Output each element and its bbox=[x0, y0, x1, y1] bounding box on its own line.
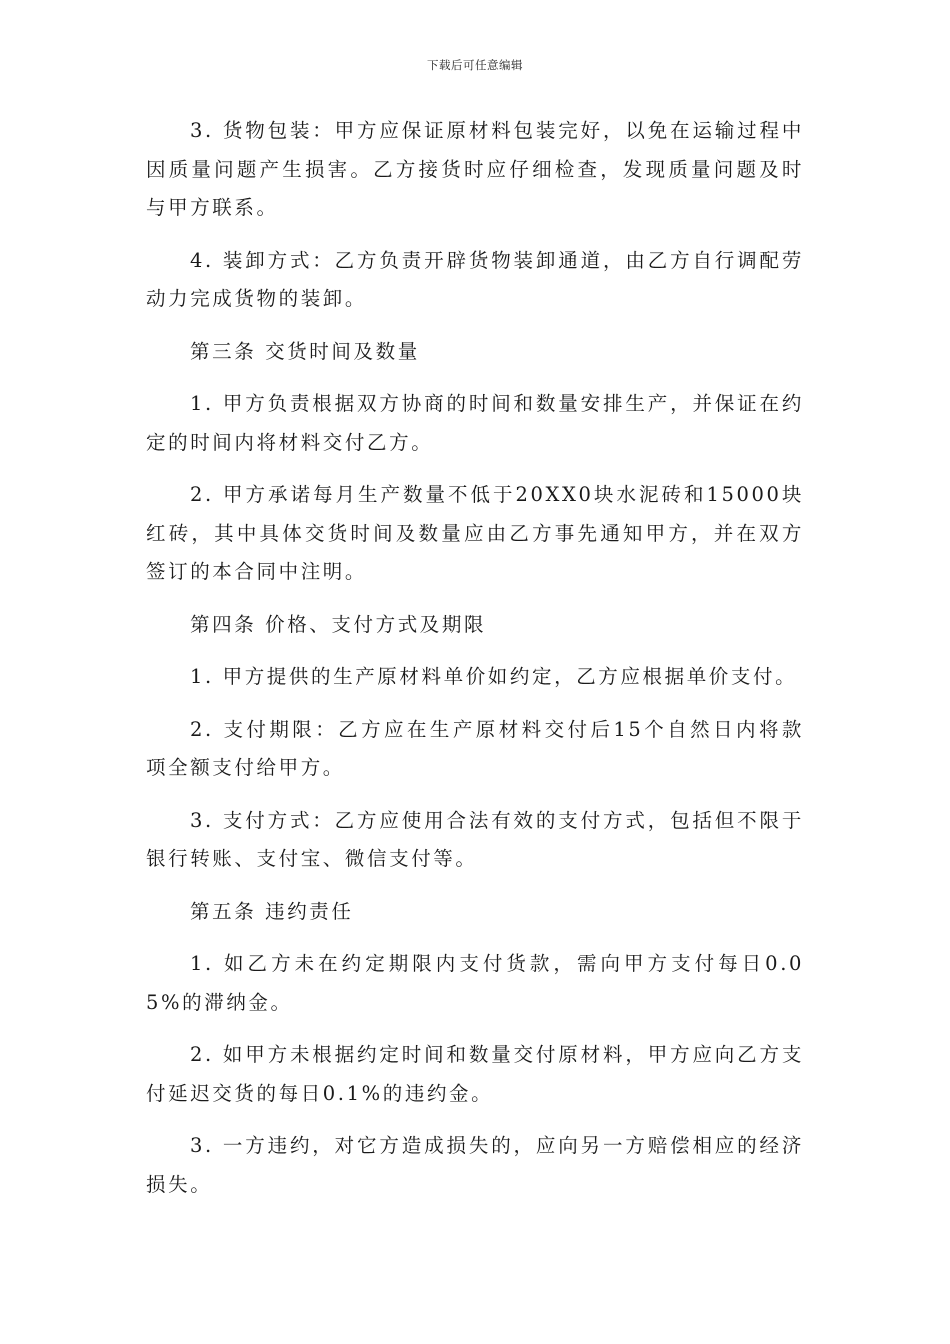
document-body bbox=[146, 112, 804, 1218]
clause-4-item-3: 3. 支付方式：乙方应使用合法有效的支付方式，包括但不限于银行转账、支付宝、微信支付等。 bbox=[146, 808, 804, 870]
clause-5-item-3: 3. 一方违约，对它方造成损失的，应向另一方赔偿相应的经济损失。 bbox=[146, 1134, 804, 1196]
clause-3-item-1: 1. 甲方负责根据双方协商的时间和数量安排生产，并保证在约定的时间内将材料交付乙方。 bbox=[146, 392, 804, 454]
clause-3-item-2: 2. 甲方承诺每月生产数量不低于20XX0块水泥砖和15000块红砖，其中具体交货时间及数量应由乙方事先通知甲方，并在双方签订的本合同中注明。 bbox=[146, 483, 804, 583]
clause-5-item-1: 1. 如乙方未在约定期限内支付货款，需向甲方支付每日0.05%的滞纳金。 bbox=[146, 952, 804, 1014]
section-heading-3: 第三条 交货时间及数量 bbox=[190, 339, 420, 363]
header-note: 下载后可任意编辑 bbox=[427, 58, 523, 72]
clause-4-item-1: 1. 甲方提供的生产原材料单价如约定，乙方应根据单价支付。 bbox=[190, 665, 798, 688]
section-heading-5: 第五条 违约责任 bbox=[190, 899, 354, 923]
clause-2-item-3: 3. 货物包装：甲方应保证原材料包装完好，以免在运输过程中因质量问题产生损害。乙方接货时应仔细检查，发现质量问题及时与甲方联系。 bbox=[146, 119, 804, 219]
clause-5-item-2: 2. 如甲方未根据约定时间和数量交付原材料，甲方应向乙方支付延迟交货的每日0.1%的违约金。 bbox=[146, 1043, 804, 1105]
section-heading-4: 第四条 价格、支付方式及期限 bbox=[190, 612, 487, 636]
clause-2-item-4: 4. 装卸方式：乙方负责开辟货物装卸通道，由乙方自行调配劳动力完成货物的装卸。 bbox=[146, 248, 804, 310]
clause-4-item-2: 2. 支付期限：乙方应在生产原材料交付后15个自然日内将款项全额支付给甲方。 bbox=[146, 717, 804, 779]
